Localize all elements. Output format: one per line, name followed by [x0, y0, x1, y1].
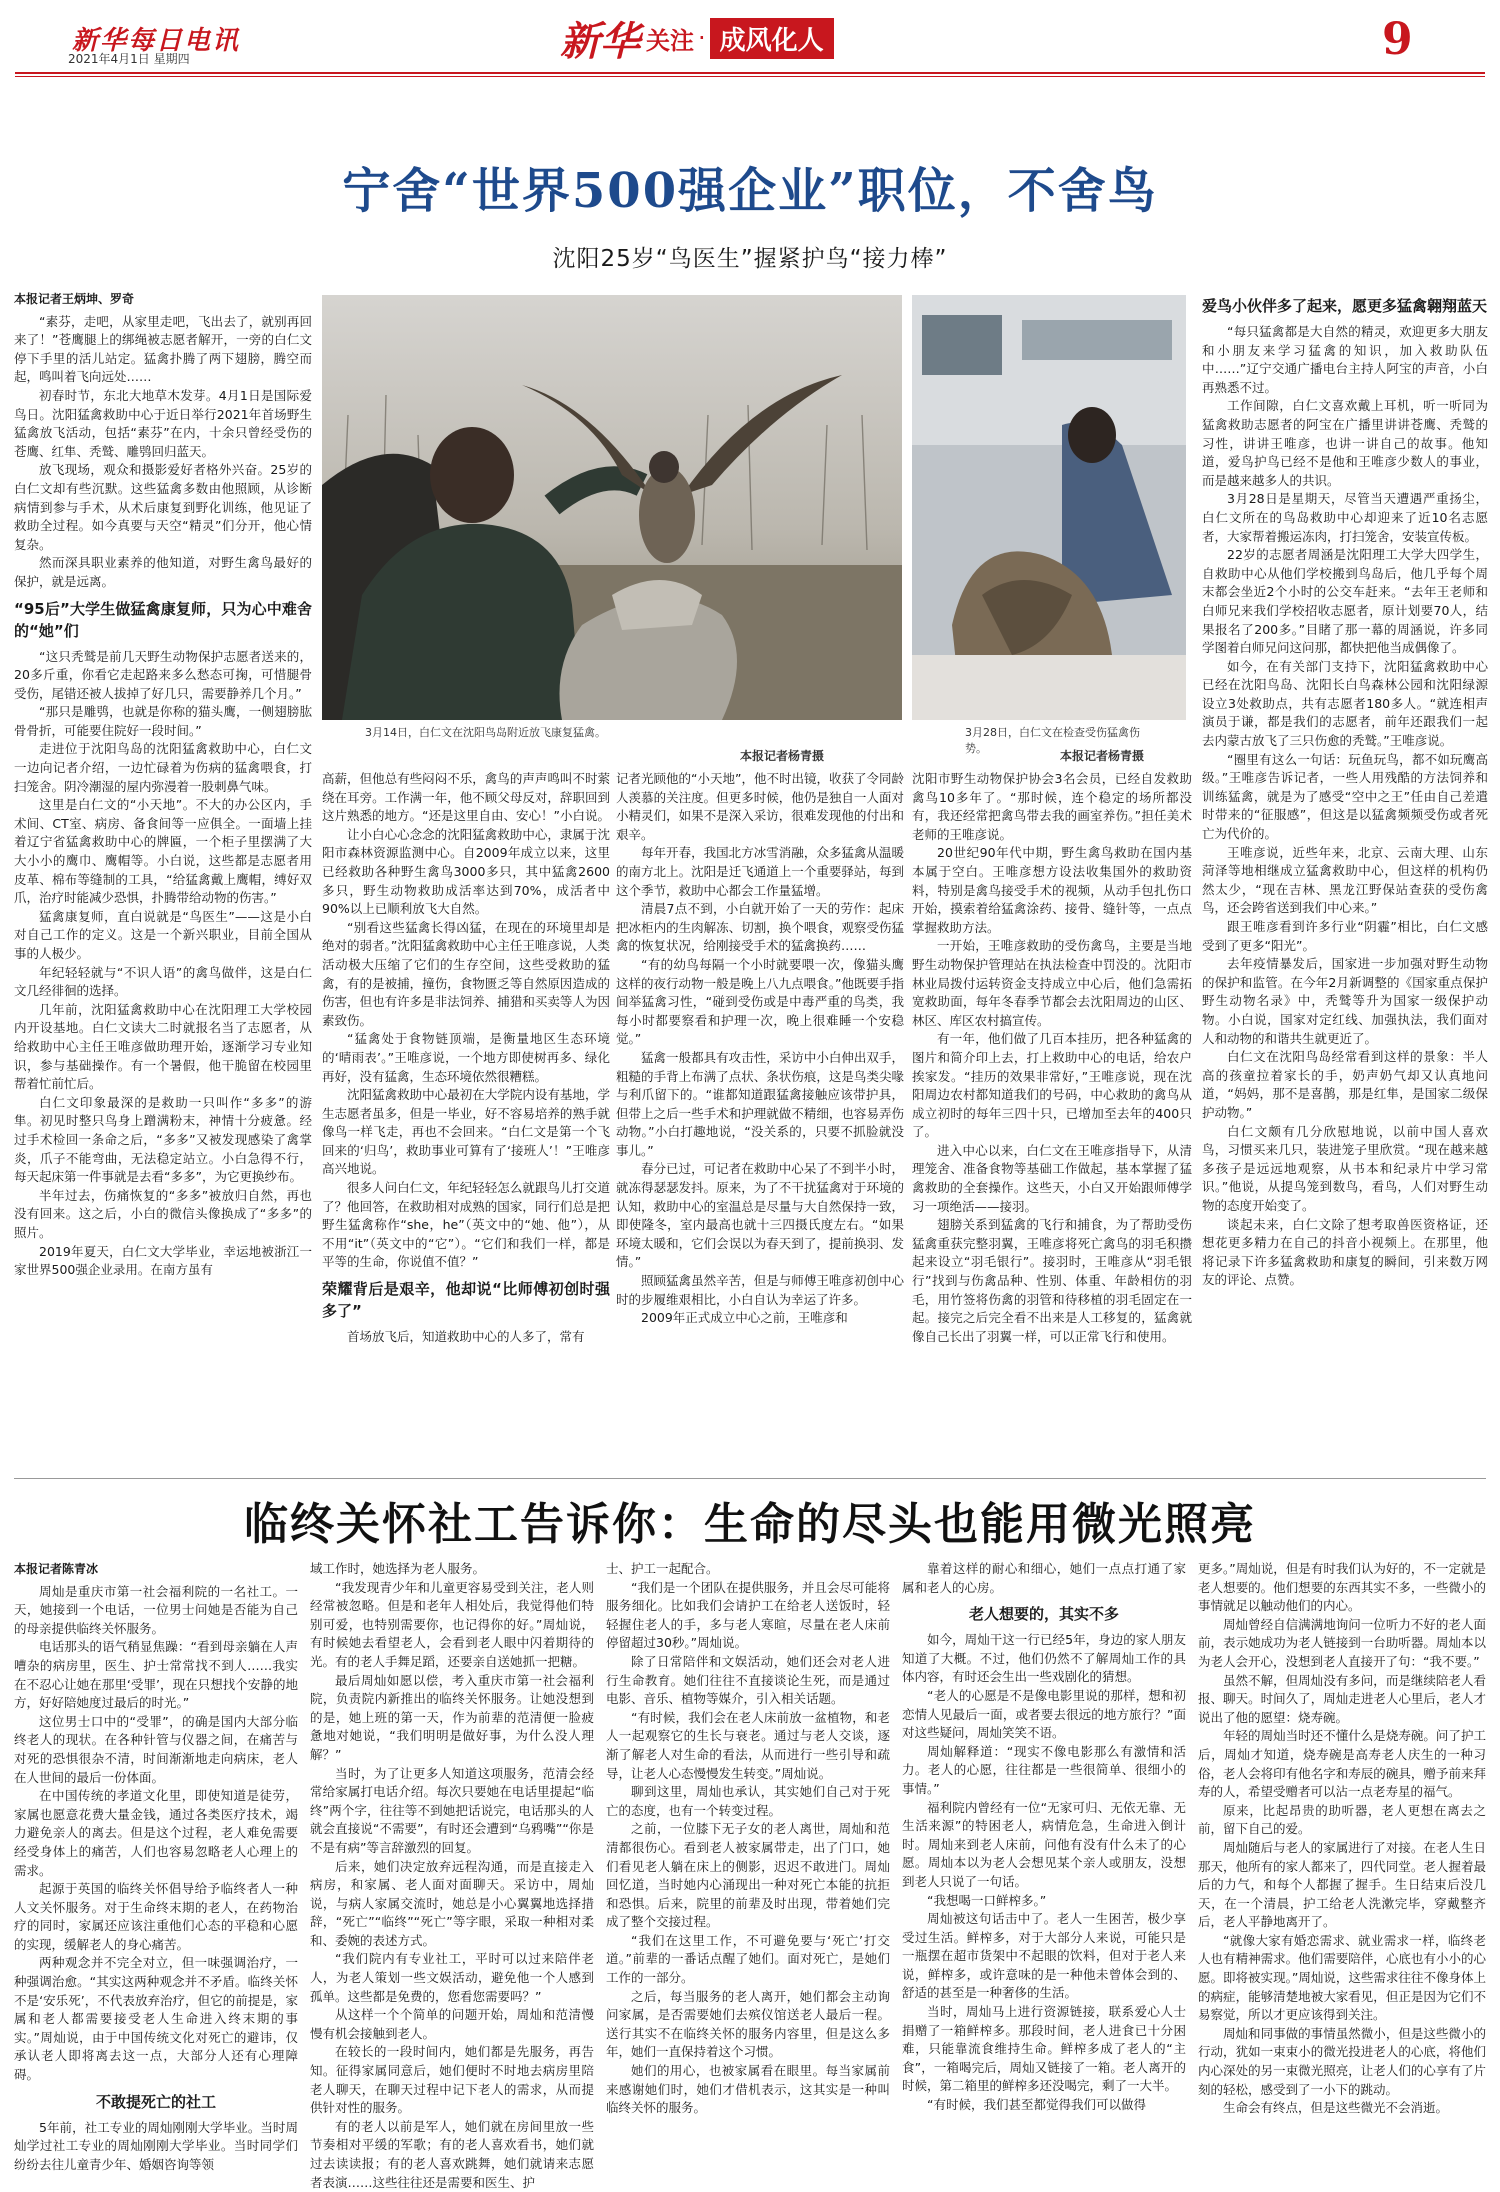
paragraph: 周灿被这句话击中了。老人一生困苦，极少享受过生活。鲜榨多，对于大部分人来说，可能只是一瓶摆在超市货架中不起眼的饮料，但对于老人来说，鲜榨多，或许意味的是一种他未曾体会到的、舒适的甚至是一种奢侈的生活。: [902, 1911, 1186, 2001]
paragraph: 22岁的志愿者周涵是沈阳理工大学大四学生，自救助中心从他们学校搬到鸟岛后，他几乎每个周末都会坐近2个小时的公交车赶来。“去年王老师和白师兄来我们学校招收志愿者，原计划要70人，结果报名了200多。”目睹了那一幕的周涵说，许多同学图着白师兄问这问那，都快把他当成偶像了。: [1202, 547, 1488, 656]
paragraph: 周灿随后与老人的家属进行了对接。在老人生日那天，他所有的家人都来了，四代同堂。老人握着最后的力气，和每个人都握了握手。生日结束后没几天，在一个清晨，护工给老人洗漱完毕，穿戴整齐后，老人平静地离开了。: [1198, 1839, 1486, 1930]
article2-col3: [606, 1560, 890, 2160]
paragraph: “我们院内有专业社工，平时可以过来陪伴老人，为老人策划一些文娱活动，避免他一个人感到孤单。这些都是免费的，您看您需要吗？”: [310, 1951, 594, 2004]
paragraph: 这里是白仁文的“小天地”。不大的办公区内，手术间、CT室、病房、备食间等一应俱全。一面墙上挂着辽宁省猛禽救助中心的牌匾，一个柜子里摆满了大大小小的鹰巾、鹰帽等。小白说，这些都是志愿者用皮革、棉布等缝制的工具，“给猛禽戴上鹰帽，缚好双爪，治疗时能减少恐惧，扑腾带给动物的伤害。”: [14, 797, 312, 906]
paragraph: 翅膀关系到猛禽的飞行和捕食，为了帮助受伤猛禽重获完整羽翼，王唯彦将死亡禽鸟的羽毛积攒起来设立“羽毛银行”。接羽时，王唯彦从“羽毛银行”找到与伤禽品种、性别、体重、年龄相仿的羽毛，用竹签将伤禽的羽管和待移植的羽毛固定在一起。接完之后完全看不出来是人工移复的，猛禽就像自己长出了羽翼一样，可以正常飞行和使用。: [912, 1217, 1192, 1344]
paragraph: 然而深具职业素养的他知道，对野生禽鸟最好的保护，就是远离。: [14, 555, 312, 589]
paragraph: “那只是雕鸮，也就是你称的猫头鹰，一侧翅膀肱骨骨折，可能要住院好一段时间。”: [14, 704, 312, 738]
paragraph: 有的老人以前是军人，她们就在房间里放一些节奏相对平缓的军歌；有的老人喜欢看书，她们就过去读读报；有的老人喜欢跳舞，她们就请来志愿者表演……这些往往还是需要和医生、护: [310, 2118, 594, 2190]
paragraph: 跟王唯彦看到许多行业“阴霾”相比，白仁文感受到了更多“阳光”。: [1202, 919, 1488, 953]
paragraph: 进入中心以来，白仁文在王唯彦指导下，从清理笼舍、准备食物等基础工作做起，基本掌握了猛禽救助的全套操作。这些天，小白又开始跟师傅学习一项绝活——接羽。: [912, 1142, 1192, 1214]
article2-col2: [310, 1560, 594, 2190]
paragraph: 让小白心心念念的沈阳猛禽救助中心，隶属于沈阳市森林资源监测中心。自2009年成立以来，这里已经救助各种野生禽鸟3000多只，其中猛禽2600多只，野生动物救助成活率达到70%，成活者中90%以上已顺利放飞大自然。: [322, 826, 610, 917]
paragraph: 在中国传统的孝道文化里，即使知道是徒劳，家属也愿意花费大量金钱，通过各类医疗技术，竭力避免亲人的离去。但是这个过程，老人难免需要经受身体上的痛苦，人们也容易忽略老人心理上的需求。: [14, 1788, 298, 1878]
photo-release-falcon: [322, 295, 902, 720]
paragraph: 清晨7点不到，小白就开始了一天的劳作：起床把冰柜内的生肉解冻、切割，换个喂食，观察受伤猛禽的恢复状况，给刚接受手术的猛禽换药……: [616, 901, 904, 954]
paragraph: 2009年正式成立中心之前，王唯彦和: [641, 1310, 848, 1326]
paragraph: 当时，为了让更多人知道这项服务，范清会经常给家属打电话介绍。每次只要她在电话里提起“临终”两个字，往往等不到她把话说完，电话那头的人就会直接说“不需要”，有时还会遭到“乌鸦嘴”“你是不是有病”等言辞激烈的回复。: [310, 1765, 594, 1855]
header-rule: [15, 72, 1485, 74]
article1-byline: 本报记者王炳坤、罗奇: [14, 292, 135, 306]
section-title: 成风化人: [710, 18, 834, 59]
article1-col3: [616, 770, 904, 1470]
article1-col5: [1202, 295, 1488, 1470]
paragraph: 白仁文颇有几分欣慰地说，以前中国人喜欢鸟，习惯买来几只，装进笼子里欣赏。“现在越来越多孩子是远远地观察，从书本和纪录片中学习常识。”他说，从提鸟笼到数鸟，看鸟，人们对野生动物的态度开始变了。: [1202, 1123, 1488, 1213]
paragraph: 2019年夏天，白仁文大学毕业，幸运地被浙江一家世界500强企业录用。在南方虽有: [14, 1243, 312, 1278]
photo-caption-2-text: 3月28日，白仁文在检查受伤猛禽伤势。: [965, 726, 1140, 755]
paragraph: 每年开春，我国北方冰雪消融，众多猛禽从温暖的南方北上。沈阳是迁飞通道上一个重要驿站，每到这个季节，救助中心都会工作量猛增。: [616, 845, 904, 898]
paragraph: 之后，每当服务的老人离开，她们都会主动询问家属，是否需要她们去殡仪馆送老人最后一程。送行其实不在临终关怀的服务内容里，但是这么多年，她们一直保持着这个习惯。: [606, 1988, 890, 2060]
paragraph: 她们的用心，也被家属看在眼里。每当家属前来感谢她们时，她们才借机表示，这其实是一种叫临终关怀的服务。: [606, 2063, 890, 2116]
paragraph: 有一年，他们做了几百本挂历，把各种猛禽的图片和简介印上去，打上救助中心的电话，给农户挨家发。“挂历的效果非常好，”王唯彦说，现在沈阳周边农村都知道我们的号码，中心救助的禽鸟从成立初时的每年三四十只，已增加至去年的400只了。: [912, 1031, 1192, 1140]
paragraph: 白仁文在沈阳鸟岛经常看到这样的景象：半人高的孩童拉着家长的手，奶声奶气却又认真地问道，“妈妈，那不是喜鹊，那是红隼，是国家二级保护动物。”: [1202, 1049, 1488, 1120]
paragraph: 工作间隙，白仁文喜欢戴上耳机，听一听同为猛禽救助志愿者的阿宝在广播里讲讲苍鹰、秃鹫的习性，讲讲王唯彦，也讲一讲自己的故事。他知道，爱鸟护鸟已经不是他和王唯彦少数人的事业，而是越来越多人的共识。: [1202, 398, 1488, 488]
paragraph: 起源于英国的临终关怀倡导给予临终者人一种人文关怀服务。对于生命终末期的老人，在药物治疗的同时，家属还应该注重他们心态的平稳和心愿的实现，缓解老人的身心痛苦。: [14, 1881, 298, 1952]
article2-col1: [14, 1560, 298, 2172]
paragraph: 当时，周灿马上进行资源链接，联系爱心人士捐赠了一箱鲜榨多。那段时间，老人进食已十分困难，只能靠流食维持生命。鲜榨多成了老人的“主食”，一箱喝完后，周灿又链接了一箱。老人离开的时候，第二箱里的鲜榨多还没喝完，剩了一大半。: [902, 2004, 1186, 2094]
paragraph: 更多。”周灿说，但是有时我们认为好的，不一定就是老人想要的。他们想要的东西其实不多，一些微小的事情就足以触动他们的内心。: [1198, 1561, 1486, 1614]
paragraph: “就像大家有婚恋需求、就业需求一样，临终老人也有精神需求。他们需要陪伴，心底也有小小的心愿。即将被实现。”周灿说，这些需求往往不像身体上的病症，能够清楚地被大家看见，但正是因为它们不易察觉，所以才更应该得到关注。: [1198, 1932, 1486, 2023]
article2-headline: 临终关怀社工告诉你：生命的尽头也能用微光照亮: [244, 1499, 1256, 1550]
paragraph: 沈阳猛禽救助中心最初在大学院内设有基地，学生志愿者虽多，但是一毕业，好不容易培养的熟手就像鸟一样飞走，再也不会回来。“白仁文是第一个飞回来的‘归鸟’，救助事业可算有了‘接班人’！”王唯彦高兴地说。: [322, 1087, 610, 1177]
article1-col2: [322, 770, 610, 1470]
paragraph: 聊到这里，周灿也承认，其实她们自己对于死亡的态度，也有一个转变过程。: [606, 1784, 890, 1818]
paragraph: “猛禽处于食物链顶端，是衡量地区生态环境的‘晴雨表’。”王唯彦说，一个地方即使树再多、绿化再好，没有猛禽，生态环境依然很糟糕。: [322, 1031, 610, 1084]
paragraph: 半年过去，伤痛恢复的“多多”被放归自然，再也没有回来。这之后，小白的微信头像换成了“多多”的照片。: [14, 1187, 312, 1240]
photo-check-injury-image: [912, 295, 1186, 720]
paragraph: 如今，周灿干这一行已经5年，身边的家人朋友知道了大概。不过，他们仍然不了解周灿工作的具体内容，有时还会生出一些戏剧化的猜想。: [902, 1632, 1186, 1685]
article-divider: [14, 1478, 1486, 1479]
brand-logo: 新华每日电讯: [72, 26, 241, 56]
paragraph: 沈阳市野生动物保护协会3名会员，已经自发救助禽鸟10多年了。“那时候，连个稳定的场所都没有，我还经常把禽鸟带去我的画室养伤。”担任美术老师的王唯彦说。: [912, 771, 1192, 842]
page-number: 9: [1382, 14, 1413, 65]
paragraph: 生命会有终点，但是这些微光不会消逝。: [1223, 2100, 1449, 2116]
article2-byline: 本报记者陈青冰: [14, 1562, 99, 1576]
paragraph: 照顾猛禽虽然辛苦，但是与师傅王唯彦初创中心时的步履维艰相比，小白自认为幸运了许多。: [616, 1273, 904, 1307]
article1-subhead-1: “95后”大学生做猛禽康复师，只为心中难舍的“她”们: [14, 599, 312, 640]
paragraph: 3月28日是星期天，尽管当天遭遇严重扬尘，白仁文所在的鸟岛救助中心却迎来了近10名志愿者，大家帮着搬运冻肉，打扫笼舍，安装宣传板。: [1202, 491, 1488, 544]
paragraph: 去年疫情暴发后，国家进一步加强对野生动物的保护和监管。在今年2月新调整的《国家重点保护野生动物名录》中，秃鹫等升为国家一级保护动物。小白说，国家对定红线、加强执法，我们面对人和动物的和谐共生就更近了。: [1202, 956, 1488, 1046]
paragraph: 如今，在有关部门支持下，沈阳猛禽救助中心已经在沈阳鸟岛、沈阳长白鸟森林公园和沈阳绿源设立3处救助点，共有志愿者180多人。“就连相声演员于谦，都是我们的志愿者，前年还跟我们一起去内蒙古放飞了三只伤愈的秃鹫。”王唯彦说。: [1202, 658, 1488, 749]
paragraph: 这位男士口中的“受罪”，的确是国内大部分临终老人的现状。在各种针管与仪器之间，在痛苦与对死的恐惧很杂不清，时间渐渐地走向病床，老人在人世间的最后一份体面。: [14, 1713, 298, 1785]
article1-col1: [14, 290, 312, 1470]
photo-credit-1: 本报记者杨青摄: [740, 749, 825, 763]
paragraph: 王唯彦说，近些年来，北京、云南大理、山东菏泽等地相继成立猛禽救助中心，但这样的机构仍然太少，“现在吉林、黑龙江野保站查获的受伤禽鸟，还会跨省送到我们中心来。”: [1202, 844, 1488, 916]
paragraph: 原来，比起昂贵的助听器，老人更想在离去之前，留下自己的爱。: [1198, 1802, 1486, 1837]
paragraph: 5年前，社工专业的周灿刚刚大学毕业。当时周灿学过社工专业的周灿刚刚大学毕业。当时同学们纷纷去往儿童青少年、婚姻咨询等领: [14, 2119, 298, 2172]
photo-caption-1: [365, 725, 785, 741]
article2-subhead-1: 不敢提死亡的社工: [95, 2092, 216, 2111]
paragraph: 20世纪90年代中期，野生禽鸟救助在国内基本属于空白。王唯彦想方设法收集国外的救助资料，特别是禽鸟接受手术的视频，从动手包扎伤口开始，摸索着给猛禽涂药、接骨、缝针等，一点点掌握救助方法。: [912, 845, 1192, 935]
paragraph: 谈起未来，白仁文除了想考取兽医资格证，还想花更多精力在自己的抖音小视频上。在那里，他将记录下许多猛禽救助和康复的瞬间，引来数万网友的评论、点赞。: [1202, 1216, 1488, 1288]
article1-col4: [912, 770, 1192, 1470]
paragraph: 年轻的周灿当时还不懂什么是烧寿碗。问了护工后，周灿才知道，烧寿碗是高寿老人庆生的一种习俗，老人会将印有他名字和寿辰的碗具，赠予前来拜寿的人，希望受赠者可以沾一点老寿星的福气。: [1198, 1728, 1486, 1800]
article1-subhead-2: 荣耀背后是艰辛，他却说“比师傅初创时强多了”: [322, 1280, 610, 1321]
paragraph: 之前，一位膝下无子女的老人离世，周灿和范清都很伤心。看到老人被家属带走，出了门口，她们看见老人躺在床上的侧影，迟迟不敢进门。周灿回忆道，当时她内心涌现出一种对死亡本能的抗拒和恐惧。后来，院里的前辈及时出现，带着她们完成了整个交接过程。: [606, 1821, 890, 1930]
paragraph: 猛禽一般都具有攻击性，采访中小白伸出双手，粗糙的手背上布满了点状、条状伤痕，这是鸟类尖喙与利爪留下的。“谁都知道跟猛禽接触应该带护具，但带上之后一些手术和护理就做不精细，也容易弄伤动物。”小白打趣地说，“没关系的，只要不抓脸就没事儿。”: [616, 1049, 904, 1158]
paragraph: “有时候，我们甚至都觉得我们可以做得: [927, 2097, 1146, 2113]
paragraph: 靠着这样的耐心和细心，她们一点点打通了家属和老人的心房。: [902, 1561, 1186, 1595]
article2-col5: [1198, 1560, 1486, 2160]
paragraph: 记者光顾他的“小天地”，他不时出镜，收获了令同龄人羡慕的关注度。但更多时候，他仍是独自一人面对小精灵们，如果不是深入采访，很难发现他的付出和艰辛。: [616, 771, 904, 842]
article1-subhead-3: 爱鸟小伙伴多了起来，愿更多猛禽翱翔蓝天: [1202, 297, 1488, 315]
paragraph: “我发现青少年和儿童更容易受到关注，老人则经常被忽略。但是和老年人相处后，我觉得他们特别可爱，也特别需要你，也记得你的好。”周灿说，有时候她去看望老人，会看到老人眼中闪着期待的光。有的老人手舞足蹈，还要亲自送她抓一把糖。: [310, 1579, 594, 1669]
issue-date: 2021年4月1日 星期四: [68, 52, 190, 66]
paragraph: 后来，她们决定放弃远程沟通，而是直接走入病房，和家属、老人面对面聊天。采访中，周灿说，与病人家属交流时，她总是小心翼翼地选择措辞，“死亡”“临终”“死亡”等字眼，采取一种相对柔和、委婉的表述方式。: [310, 1858, 594, 1948]
paragraph: 电话那头的语气稍显焦躁：“看到母亲躺在人声嘈杂的病房里，医生、护士常常找不到人……我实在不忍心让她在那里‘受罪’，现在只想找个安静的地方，好好陪她度过最后的时光。”: [14, 1639, 298, 1711]
paragraph: 虽然不解，但周灿没有多问，而是继续陪老人看报、聊天。时间久了，周灿走进老人心里后，老人才说出了他的愿望：烧寿碗。: [1198, 1672, 1486, 1725]
paragraph: 白仁文印象最深的是救助一只叫作“多多”的游隼。初见时整只鸟身上蹭满粉末，神情十分疲惫。经过手术检回一条命之后，“多多”又被发现感染了禽掌炎，爪子不能弯曲，无法稳定站立。小白急得不行，每天起床第一件事就是去看“多多”，为它更换纱布。: [14, 1094, 312, 1185]
paragraph: 走进位于沈阳鸟岛的沈阳猛禽救助中心，白仁文一边向记者介绍，一边忙碌着为伤病的猛禽喂食，打扫笼舍。阴冷潮湿的屋内弥漫着一股刺鼻气味。: [14, 741, 312, 794]
paragraph: 除了日常陪伴和文娱活动，她们还会对老人进行生命教育。她们往往不直接谈论生死，而是通过电影、音乐、植物等媒介，引入相关话题。: [606, 1653, 890, 1707]
paragraph: 春分已过，可记者在救助中心呆了不到半小时，就冻得瑟瑟发抖。原来，为了不干扰猛禽对于环境的认知，救助中心的室温总是尽量与大自然保持一致，即使隆冬，室内最高也就十三四摄氏度左右。“如果环境太暖和，它们会误以为春天到了，提前换羽、发情。”: [616, 1161, 904, 1270]
paragraph: “有时候，我们会在老人床前放一盆植物，和老人一起观察它的生长与衰老。通过与老人交谈，逐渐了解老人对生命的看法，从而进行一些引导和疏导，让老人心态慢慢发生转变。”周灿说。: [606, 1709, 890, 1781]
paragraph: 周灿和同事做的事情虽然微小，但是这些微小的行动，犹如一束束小的微光投进老人的心底，将他们内心深处的另一束微光照亮，让老人们的心享有了片刻的轻松，感受到了一小下的跳动。: [1198, 2025, 1486, 2097]
paragraph: 士、护工一起配合。: [606, 1561, 719, 1576]
paragraph: “我想喝一口鲜榨多。”: [927, 1892, 1047, 1908]
article1-subheadline: 沈阳25岁“鸟医生”握紧护鸟“接力棒”: [552, 246, 948, 272]
paragraph: 周灿解释道：“现实不像电影那么有激情和活力。老人的心愿，往往都是一些很简单、很细小的事情。”: [902, 1743, 1186, 1796]
paragraph: “每只猛禽都是大自然的精灵，欢迎更多大朋友和小朋友来学习猛禽的知识，加入救助队伍中……”辽宁交通广播电台主持人阿宝的声音，小白再熟悉不过。: [1202, 324, 1488, 395]
section-dot: ·: [698, 24, 706, 52]
paragraph: “这只秃鹫是前几天野生动物保护志愿者送来的，20多斤重，你看它走起路来多么愁态可掬，可惜腿骨受伤，尾错还被人拔掉了好几只，需要静养几个月。”: [14, 648, 312, 701]
paragraph: “圈里有这么一句话：玩鱼玩鸟，都不如玩鹰高级。”王唯彦告诉记者，一些人用残酷的方法饲养和训练猛禽，就是为了感受“空中之王”任由自己差遣时带来的“征服感”，但这是以猛禽频频受伤或者死亡为代价的。: [1202, 751, 1488, 842]
article1-headline: 宁舍“世界500强企业”职位，不舍鸟: [342, 163, 1158, 219]
paragraph: “有的幼鸟每隔一个小时就要喂一次，像猫头鹰这样的夜行动物一般是晚上八九点喂食。”他既要手指间举猛禽习性，“碰到受伤或是中毒严重的鸟类，我每小时都要察看和护理一次，晚上很难睡一个安稳觉。”: [616, 956, 904, 1047]
paragraph: 高薪，但他总有些闷闷不乐，禽鸟的声声鸣叫不时萦绕在耳旁。工作满一年，他不顾父母反对，辞职回到这片熟悉的地方。“还是这里自由、安心！”小白说。: [322, 771, 610, 824]
masthead: [0, 0, 1500, 80]
article2-subhead-2: 老人想要的，其实不多: [968, 1605, 1119, 1624]
paragraph: “老人的心愿是不是像电影里说的那样，想和初恋情人见最后一面，或者要去很远的地方旅行？”面对这些疑问，周灿笑笑不语。: [902, 1687, 1186, 1741]
paragraph: “我们是一个团队在提供服务，并且会尽可能将服务细化。比如我们会请护工在给老人送饭时，轻轻握住老人的手，多与老人寒暄，尽量在老人床前停留超过30秒。”周灿说。: [606, 1579, 890, 1651]
photo-caption-1-text: 3月14日，白仁文在沈阳鸟岛附近放飞康复猛禽。: [365, 726, 606, 739]
paragraph: 从这样一个个简单的问题开始，周灿和范清慢慢有机会接触到老人。: [310, 2007, 594, 2041]
paragraph: 年纪轻轻就与“不识人语”的禽鸟做伴，这是白仁文几经徘徊的选择。: [14, 964, 312, 999]
paragraph: 最后周灿如愿以偿，考入重庆市第一社会福利院，负责院内新推出的临终关怀服务。让她没想到的是，她上班的第一天，作为前辈的范清便一脸疲惫地对她说，“我们明明是做好事，为什么没人理解？”: [310, 1672, 594, 1762]
photo-release-falcon-image: [322, 295, 902, 720]
paragraph: 周灿曾经自信满满地询问一位听力不好的老人面前，表示她成功为老人链接到一台助听器。周灿本以为老人会开心，没想到老人直接开了句：“我不要。”: [1198, 1616, 1486, 1669]
section-header: [560, 12, 834, 64]
photo-credit-2: 本报记者杨青摄: [1060, 749, 1145, 763]
paragraph: 很多人问白仁文，年纪轻轻怎么就跟鸟儿打交道了？他回答，在救助相对成熟的国家，同行们总是把野生猛禽称作“she，he”（英文中的“她、他”），从不用“it”（英文中的“它”）。“它们和我们一样，都是平等的生命，你说值不值？”: [322, 1180, 610, 1270]
header-rule-thin: [15, 76, 1485, 77]
paragraph: 首场放飞后，知道救助中心的人多了，常有: [347, 1329, 585, 1345]
paragraph: “我们在这里工作，不可避免要与‘死亡’打交道。”前辈的一番话点醒了她们。面对死亡，是她们工作的一部分。: [606, 1932, 890, 1986]
paragraph: 猛禽康复师，直白说就是“鸟医生”——这是小白对自己工作的定义。这是一个新兴职业，目前全国从事的人极少。: [14, 908, 312, 961]
photo-check-injury: [912, 295, 1186, 720]
paragraph: 域工作时，她选择为老人服务。: [310, 1561, 486, 1576]
section-word: 关注: [646, 25, 694, 55]
paragraph: “别看这些猛禽长得凶猛，在现在的环境里却是绝对的弱者。”沈阳猛禽救助中心主任王唯彦说，人类活动极大压缩了它们的生存空间，这些受救助的猛禽，有的是被捕，撞伤，食物匮乏等自然原因造成的伤害，但也有许多是非法饲养、捕猎和买卖等人为因素致伤。: [322, 919, 610, 1028]
paragraph: 放飞现场，观众和摄影爱好者格外兴奋。25岁的白仁文却有些沉默。这些猛禽多数由他照顾，从诊断病情到参与手术，从术后康复到野化训练，他见证了救助全过程。如今真要与天空“精灵”们分开，他心情复杂。: [14, 462, 312, 552]
section-brand: 新华: [560, 17, 640, 65]
paragraph: 一开始，王唯彦救助的受伤禽鸟，主要是当地野生动物保护管理站在执法检查中罚没的。沈阳市林业局拨付运转资金支持成立中心后，他们急需拓宽救助面，每年冬春季节都会去沈阳周边的山区、林区、库区农村搞宣传。: [912, 938, 1192, 1028]
paragraph: 福利院内曾经有一位“无家可归、无依无靠、无生活来源”的特困老人，病情危急，生命进入倒计时。周灿来到老人床前，问他有没有什么未了的心愿。周灿本以为老人会想见某个亲人或朋友，没想到老人只说了一句话。: [902, 1799, 1186, 1889]
paragraph: 初春时节，东北大地草木发芽。4月1日是国际爱鸟日。沈阳猛禽救助中心于近日举行2021年首场野生猛禽放飞活动，包括“素芬”在内，十余只曾经受伤的苍鹰、红隼、秃鹫、雕鸮回归蓝天。: [14, 387, 312, 459]
paragraph: 周灿是重庆市第一社会福利院的一名社工。一天，她接到一个电话，一位男士问她是否能为自己的母亲提供临终关怀服务。: [14, 1583, 298, 1636]
paragraph: “素芬，走吧，从家里走吧，飞出去了，就别再回来了！”苍鹰腿上的绑绳被志愿者解开，一旁的白仁文停下手里的活儿站定。猛禽扑腾了两下翅膀，腾空而起，鸣叫着飞向远处……: [14, 313, 312, 385]
paragraph: 在较长的一段时间内，她们都是先服务，再告知。征得家属同意后，她们便时不时地去病房里陪老人聊天，在聊天过程中记下老人的需求，从而提供针对性的服务。: [310, 2044, 594, 2116]
paragraph: 几年前，沈阳猛禽救助中心在沈阳理工大学校园内开设基地。白仁文读大二时就报名当了志愿者，从给救助中心主任王唯彦做助理开始，逐渐学习专业知识，参与基础操作。有一个暑假，他干脆留在校园里帮着忙前忙后。: [14, 1001, 312, 1092]
article2-col4: [902, 1560, 1186, 2160]
paragraph: 两种观念并不完全对立，但一味强调治疗，一种强调治愈。“其实这两种观念并不矛盾。临终关怀不是‘安乐死’，不代表放弃治疗，但它的前提是，家属和老人都需要接受老人生命进入终末期的事实。”周灿说，由于中国传统文化对死亡的避讳，仅承认老人即将离去这一点，大部分人还有心理障碍。: [14, 1955, 298, 2083]
